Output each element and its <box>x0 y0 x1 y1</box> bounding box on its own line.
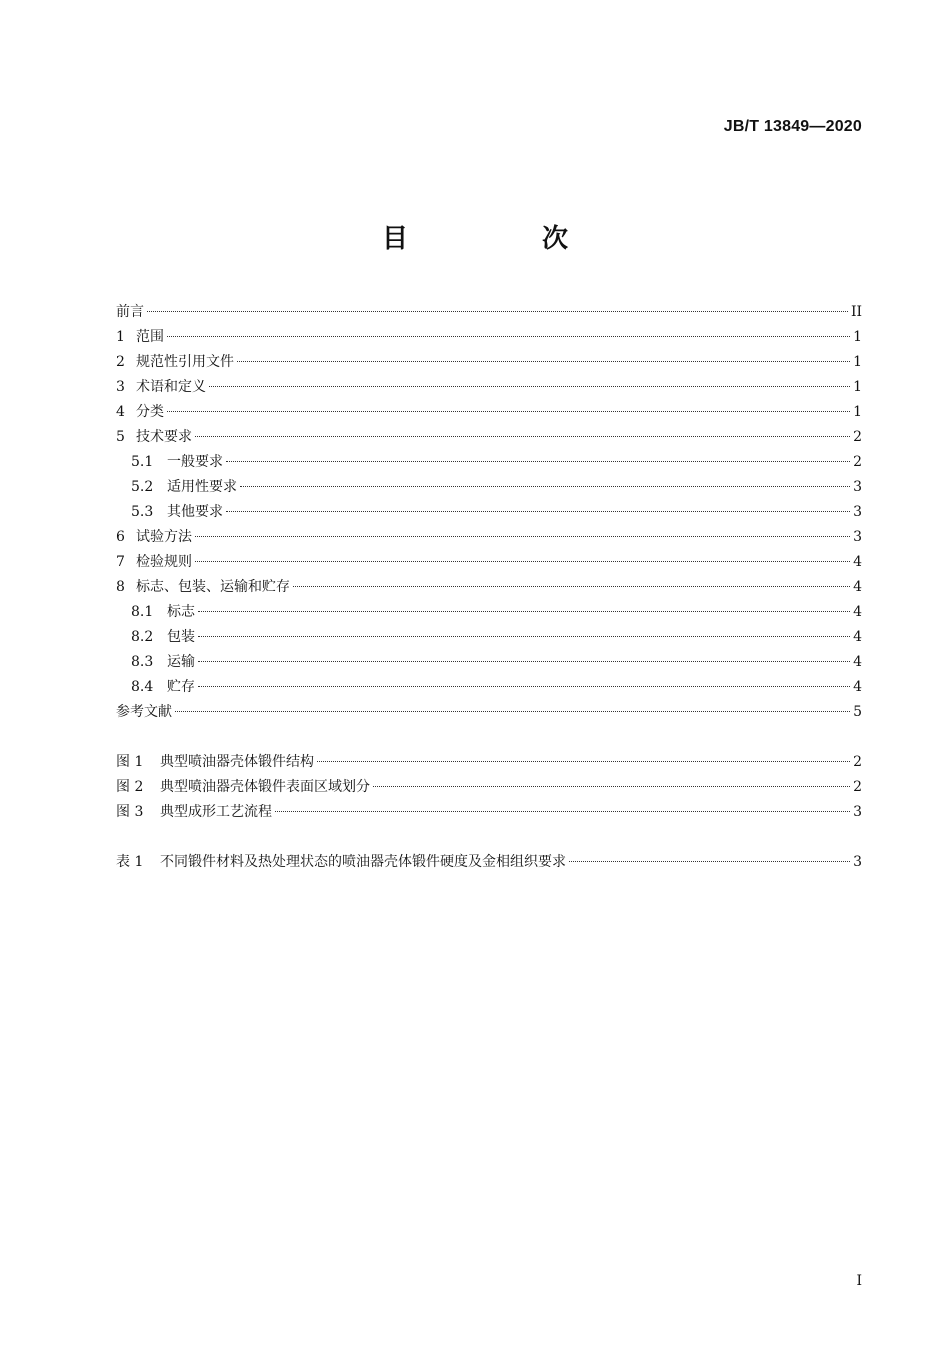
entry-title: 典型喷油器壳体锻件结构 <box>160 754 314 770</box>
toc-entry[interactable] <box>116 650 862 675</box>
table-list <box>116 850 862 875</box>
toc-entry[interactable] <box>116 300 862 325</box>
dot-leader <box>198 611 850 612</box>
entry-number: 1 <box>116 329 125 345</box>
toc-entry[interactable] <box>116 625 862 650</box>
entry-page: II <box>850 304 862 320</box>
toc-entry[interactable] <box>116 350 862 375</box>
entry-page: 1 <box>853 329 862 345</box>
toc-entry[interactable] <box>116 475 862 500</box>
entry-number: 8.4 <box>131 679 154 695</box>
entry-number: 4 <box>116 404 125 420</box>
entry-number: 8 <box>116 579 125 595</box>
dot-leader <box>209 386 850 387</box>
figure-entry[interactable] <box>116 800 862 825</box>
dot-leader <box>237 361 850 362</box>
entry-page: 3 <box>853 504 862 520</box>
dot-leader <box>373 786 850 787</box>
toc-entry[interactable] <box>116 400 862 425</box>
dot-leader <box>167 336 850 337</box>
dot-leader <box>317 761 850 762</box>
entry-page: 2 <box>853 754 862 770</box>
entry-title: 范围 <box>136 329 164 345</box>
dot-leader <box>195 561 850 562</box>
toc-entry[interactable] <box>116 700 862 725</box>
entry-page: 1 <box>853 354 862 370</box>
entry-title: 典型喷油器壳体锻件表面区域划分 <box>160 779 370 795</box>
entry-page: 2 <box>853 779 862 795</box>
dot-leader <box>293 586 850 587</box>
entry-title: 检验规则 <box>136 554 192 570</box>
entry-page: 5 <box>853 704 862 720</box>
entry-number: 8.1 <box>131 604 154 620</box>
entry-title: 标志 <box>167 604 195 620</box>
dot-leader <box>226 461 850 462</box>
entry-title: 术语和定义 <box>136 379 206 395</box>
entry-page: 4 <box>853 554 862 570</box>
entry-page: 1 <box>853 404 862 420</box>
dot-leader <box>167 411 850 412</box>
page-number: I <box>856 1273 862 1289</box>
entry-number: 表 1 <box>116 854 144 870</box>
entry-title: 规范性引用文件 <box>136 354 234 370</box>
entry-page: 3 <box>853 804 862 820</box>
figure-entry[interactable] <box>116 750 862 775</box>
entry-page: 2 <box>853 429 862 445</box>
toc-entry[interactable] <box>116 550 862 575</box>
entry-title: 试验方法 <box>136 529 192 545</box>
entry-title: 包装 <box>167 629 195 645</box>
entry-number: 7 <box>116 554 125 570</box>
entry-page: 2 <box>853 454 862 470</box>
entry-title: 参考文献 <box>116 704 172 720</box>
entry-page: 4 <box>853 604 862 620</box>
entry-title: 贮存 <box>167 679 195 695</box>
toc-entry[interactable] <box>116 575 862 600</box>
dot-leader <box>198 686 850 687</box>
toc-entry[interactable] <box>116 450 862 475</box>
dot-leader <box>147 311 848 312</box>
dot-leader <box>195 536 850 537</box>
entry-title: 适用性要求 <box>167 479 237 495</box>
entry-number: 5.3 <box>131 504 154 520</box>
entry-number: 图 1 <box>116 754 144 770</box>
entry-title: 不同锻件材料及热处理状态的喷油器壳体锻件硬度及金相组织要求 <box>160 854 566 870</box>
toc-list <box>116 300 862 725</box>
entry-number: 图 2 <box>116 779 144 795</box>
dot-leader <box>195 436 850 437</box>
toc-entry[interactable] <box>116 375 862 400</box>
entry-page: 3 <box>853 854 862 870</box>
toc-entry[interactable] <box>116 425 862 450</box>
entry-page: 4 <box>853 629 862 645</box>
entry-page: 3 <box>853 529 862 545</box>
entry-number: 8.2 <box>131 629 154 645</box>
entry-number: 8.3 <box>131 654 154 670</box>
dot-leader <box>569 861 850 862</box>
entry-title: 运输 <box>167 654 195 670</box>
toc-entry[interactable] <box>116 500 862 525</box>
entry-title: 其他要求 <box>167 504 223 520</box>
entry-title: 分类 <box>136 404 164 420</box>
entry-page: 1 <box>853 379 862 395</box>
entry-number: 图 3 <box>116 804 144 820</box>
dot-leader <box>240 486 850 487</box>
figure-list <box>116 750 862 825</box>
entry-number: 3 <box>116 379 125 395</box>
dot-leader <box>198 661 850 662</box>
toc-title: 目 次 <box>381 224 622 254</box>
entry-page: 4 <box>853 654 862 670</box>
entry-number: 5 <box>116 429 125 445</box>
entry-number: 5.1 <box>131 454 154 470</box>
entry-page: 4 <box>853 579 862 595</box>
entry-title: 典型成形工艺流程 <box>160 804 272 820</box>
toc-entry[interactable] <box>116 675 862 700</box>
entry-number: 6 <box>116 529 125 545</box>
dot-leader <box>226 511 850 512</box>
toc-entry[interactable] <box>116 325 862 350</box>
entry-title: 前言 <box>116 304 144 320</box>
entry-title: 技术要求 <box>136 429 192 445</box>
table-entry[interactable] <box>116 850 862 875</box>
entry-page: 3 <box>853 479 862 495</box>
entry-title: 一般要求 <box>167 454 223 470</box>
dot-leader <box>198 636 850 637</box>
standard-code: JB/T 13849—2020 <box>723 118 862 135</box>
figure-entry[interactable] <box>116 775 862 800</box>
toc-entry[interactable] <box>116 600 862 625</box>
entry-number: 2 <box>116 354 125 370</box>
dot-leader <box>275 811 850 812</box>
entry-number: 5.2 <box>131 479 154 495</box>
entry-page: 4 <box>853 679 862 695</box>
dot-leader <box>175 711 850 712</box>
toc-entry[interactable] <box>116 525 862 550</box>
entry-title: 标志、包装、运输和贮存 <box>136 579 290 595</box>
